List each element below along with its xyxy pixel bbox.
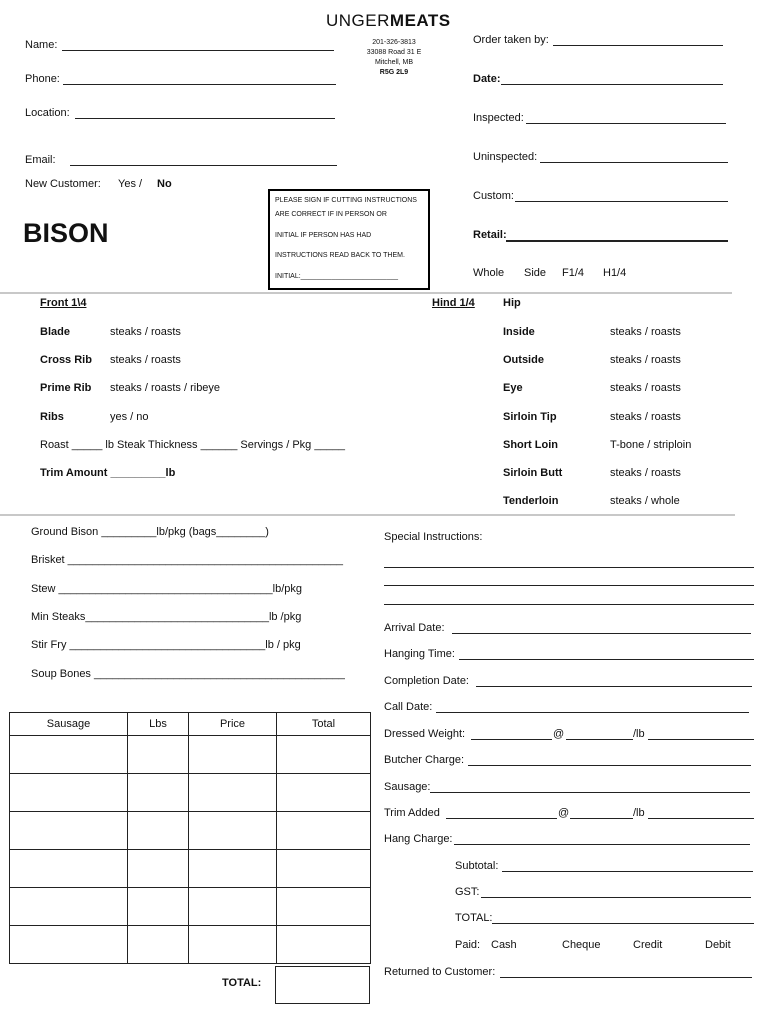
- hind-row-label: Eye: [503, 382, 523, 394]
- front-row-label: Prime Rib: [40, 382, 92, 394]
- roast-steak-servings-line[interactable]: Roast _____ lb Steak Thickness ______ Servings / Pkg _____: [40, 439, 345, 451]
- uninspected-field[interactable]: [540, 162, 728, 163]
- pay-cash[interactable]: Cash: [491, 939, 517, 951]
- brisket-line[interactable]: Brisket _____________________________________________: [31, 554, 343, 566]
- front-row-value[interactable]: steaks / roasts / ribeye: [110, 382, 221, 394]
- gst-label: GST:: [455, 886, 480, 898]
- table-header-row: [10, 713, 371, 736]
- sausage-total-field[interactable]: [275, 966, 370, 1004]
- stew-line[interactable]: Stew ___________________________________lb/pkg: [31, 583, 302, 595]
- sign-line: INSTRUCTIONS READ BACK TO THEM.: [275, 252, 405, 259]
- trim-rate-field[interactable]: [570, 818, 633, 819]
- hind-row-value[interactable]: steaks / whole: [610, 495, 680, 507]
- total-label: TOTAL:: [455, 912, 493, 924]
- completion-date-label: Completion Date:: [384, 675, 469, 687]
- sausage-total-label: TOTAL:: [222, 977, 262, 989]
- table-cell[interactable]: [277, 926, 371, 964]
- special-instructions-line[interactable]: [384, 567, 754, 568]
- trim-amount-field[interactable]: _________lb: [107, 467, 176, 479]
- trim-amount-label: [40, 467, 175, 479]
- hind-row-label: Outside: [503, 354, 544, 366]
- sign-line: INITIAL IF PERSON HAS HAD: [275, 232, 372, 239]
- table-cell[interactable]: [277, 736, 371, 774]
- front-row-label: Ribs: [40, 411, 64, 423]
- trim-added-at: @: [558, 807, 570, 819]
- gst-field[interactable]: [481, 897, 751, 898]
- company-logo: UNGERMEATS: [326, 11, 451, 30]
- table-cell[interactable]: [189, 926, 277, 964]
- table-cell[interactable]: [128, 812, 189, 850]
- dressed-amount-field[interactable]: [648, 739, 754, 740]
- table-row: [10, 774, 371, 812]
- street-address: 33088 Road 31 E: [366, 49, 422, 56]
- phone-number: 201-326-3813: [372, 39, 416, 46]
- email-field[interactable]: [70, 165, 337, 166]
- email-label: Email:: [25, 154, 56, 166]
- hanging-time-label: Hanging Time:: [384, 648, 455, 660]
- hanging-time-field[interactable]: [459, 659, 754, 660]
- dressed-rate-field[interactable]: [566, 739, 633, 740]
- size-whole[interactable]: Whole: [473, 267, 505, 279]
- subtotal-label: Subtotal:: [455, 860, 499, 872]
- new-customer-no[interactable]: No: [157, 178, 172, 190]
- initial-field[interactable]: INITIAL:_________________________: [275, 273, 398, 280]
- hind-row-label: Tenderloin: [503, 495, 559, 507]
- hind-row-value[interactable]: steaks / roasts: [610, 326, 681, 338]
- custom-field[interactable]: [515, 201, 728, 202]
- hind-row-value[interactable]: T-bone / striploin: [610, 439, 692, 451]
- returned-field[interactable]: [500, 977, 752, 978]
- trim-label-text: Trim Amount: [40, 467, 108, 479]
- hind-row-value[interactable]: steaks / roasts: [610, 467, 681, 479]
- ground-bison-line[interactable]: Ground Bison _________lb/pkg (bags________): [31, 526, 269, 538]
- soup-bones-line[interactable]: Soup Bones _________________________________________: [31, 668, 345, 680]
- butcher-charge-field[interactable]: [468, 765, 751, 766]
- table-row: [10, 850, 371, 888]
- table-cell[interactable]: [128, 888, 189, 926]
- hang-charge-label: Hang Charge:: [384, 833, 453, 845]
- trim-added-per-lb: /lb: [633, 807, 645, 819]
- postal-code: R5G 2L9: [379, 69, 409, 76]
- arrival-date-label: Arrival Date:: [384, 622, 445, 634]
- col-total: Total: [277, 713, 371, 736]
- hind-row-label: Inside: [503, 326, 535, 338]
- min-steaks-line[interactable]: Min Steaks______________________________lb /pkg: [31, 611, 302, 623]
- table-cell[interactable]: [128, 736, 189, 774]
- col-price: Price: [189, 713, 277, 736]
- table-row: [10, 926, 371, 964]
- col-sausage: Sausage: [10, 713, 128, 736]
- animal-title: BISON: [23, 218, 109, 248]
- uninspected-label: Uninspected:: [473, 151, 538, 163]
- butcher-charge-label: Butcher Charge:: [384, 754, 465, 766]
- table-cell[interactable]: [128, 926, 189, 964]
- table-row: [10, 812, 371, 850]
- completion-date-field[interactable]: [476, 686, 752, 687]
- new-customer-label: New Customer:: [25, 178, 101, 190]
- special-instructions-line[interactable]: [384, 585, 754, 586]
- sausage-charge-field[interactable]: [430, 792, 750, 793]
- hang-charge-field[interactable]: [454, 844, 750, 845]
- sign-box: [268, 189, 430, 290]
- hind-row-value[interactable]: steaks / roasts: [610, 354, 681, 366]
- dressed-weight-per-lb: /lb: [633, 728, 645, 740]
- special-instructions-line[interactable]: [384, 604, 754, 605]
- pay-debit[interactable]: Debit: [705, 939, 731, 951]
- table-cell[interactable]: [10, 850, 128, 888]
- col-lbs: Lbs: [128, 713, 189, 736]
- paid-label: Paid:: [455, 939, 481, 951]
- table-cell[interactable]: [10, 926, 128, 964]
- section-divider: [0, 514, 735, 516]
- hind-row-label: Sirloin Tip: [503, 411, 557, 423]
- hind-row-value[interactable]: steaks / roasts: [610, 411, 681, 423]
- subtotal-field[interactable]: [502, 871, 753, 872]
- date-label: Date:: [473, 73, 501, 85]
- order-taken-field[interactable]: [553, 45, 723, 46]
- hind-heading: Hind 1/4: [432, 297, 475, 309]
- hind-row-label: Short Loin: [503, 439, 558, 451]
- size-front-quarter[interactable]: F1/4: [562, 267, 585, 279]
- table-row: [10, 888, 371, 926]
- table-cell[interactable]: [189, 736, 277, 774]
- inspected-field[interactable]: [526, 123, 726, 124]
- sign-line: ARE CORRECT IF IN PERSON OR: [275, 211, 387, 218]
- trim-added-field[interactable]: [446, 818, 557, 819]
- custom-label: Custom:: [473, 190, 514, 202]
- table-cell[interactable]: [128, 774, 189, 812]
- table-cell[interactable]: [277, 850, 371, 888]
- table-cell[interactable]: [10, 736, 128, 774]
- table-cell[interactable]: [277, 812, 371, 850]
- city-province: Mitchell, MB: [374, 59, 414, 66]
- arrival-date-field[interactable]: [452, 633, 751, 634]
- front-row-value[interactable]: steaks / roasts: [110, 354, 181, 366]
- table-cell[interactable]: [10, 774, 128, 812]
- table-cell[interactable]: [277, 888, 371, 926]
- call-date-field[interactable]: [436, 712, 749, 713]
- hip-heading: Hip: [503, 297, 521, 309]
- dressed-weight-label: Dressed Weight:: [384, 728, 466, 740]
- section-divider: [0, 292, 732, 294]
- stir-fry-line[interactable]: Stir Fry ________________________________lb / pkg: [31, 639, 301, 651]
- total-field[interactable]: [492, 923, 754, 924]
- pay-credit[interactable]: Credit: [633, 939, 663, 951]
- hind-row-label: Sirloin Butt: [503, 467, 563, 479]
- front-row-value[interactable]: yes / no: [110, 411, 149, 423]
- table-cell[interactable]: [10, 888, 128, 926]
- sausage-table: [9, 712, 371, 964]
- order-taken-label: Order taken by:: [473, 34, 549, 46]
- table-row: [10, 736, 371, 774]
- hind-row-value[interactable]: steaks / roasts: [610, 382, 681, 394]
- table-cell[interactable]: [189, 774, 277, 812]
- table-cell[interactable]: [10, 812, 128, 850]
- dressed-weight-at: @: [553, 728, 565, 740]
- phone-field[interactable]: [63, 84, 336, 85]
- front-row-label: Cross Rib: [40, 354, 92, 366]
- special-instructions-label: Special Instructions:: [384, 531, 483, 543]
- location-label: Location:: [25, 107, 70, 119]
- sign-line: PLEASE SIGN IF CUTTING INSTRUCTIONS: [275, 197, 417, 204]
- dressed-weight-field[interactable]: [471, 739, 552, 740]
- call-date-label: Call Date:: [384, 701, 433, 713]
- sausage-charge-label: Sausage:: [384, 781, 431, 793]
- trim-amount-field[interactable]: [648, 818, 754, 819]
- size-side[interactable]: Side: [524, 267, 547, 279]
- name-field[interactable]: [62, 50, 334, 51]
- new-customer-yes[interactable]: Yes /: [118, 178, 143, 190]
- front-heading: Front 1\4: [40, 297, 87, 309]
- date-field[interactable]: [501, 84, 723, 85]
- inspected-label: Inspected:: [473, 112, 524, 124]
- table-cell[interactable]: [189, 888, 277, 926]
- table-cell[interactable]: [128, 850, 189, 888]
- size-hind-quarter[interactable]: H1/4: [603, 267, 627, 279]
- returned-label: Returned to Customer:: [384, 966, 496, 978]
- retail-label: Retail:: [473, 229, 507, 241]
- table-cell[interactable]: [277, 774, 371, 812]
- company-address: [350, 38, 438, 78]
- front-row-label: Blade: [40, 326, 70, 338]
- front-row-value[interactable]: steaks / roasts: [110, 326, 181, 338]
- table-cell[interactable]: [189, 850, 277, 888]
- pay-cheque[interactable]: Cheque: [562, 939, 601, 951]
- name-label: Name:: [25, 39, 58, 51]
- table-cell[interactable]: [189, 812, 277, 850]
- phone-label: Phone:: [25, 73, 60, 85]
- retail-field[interactable]: [506, 240, 728, 242]
- trim-added-label: Trim Added: [384, 807, 440, 819]
- location-field[interactable]: [75, 118, 335, 119]
